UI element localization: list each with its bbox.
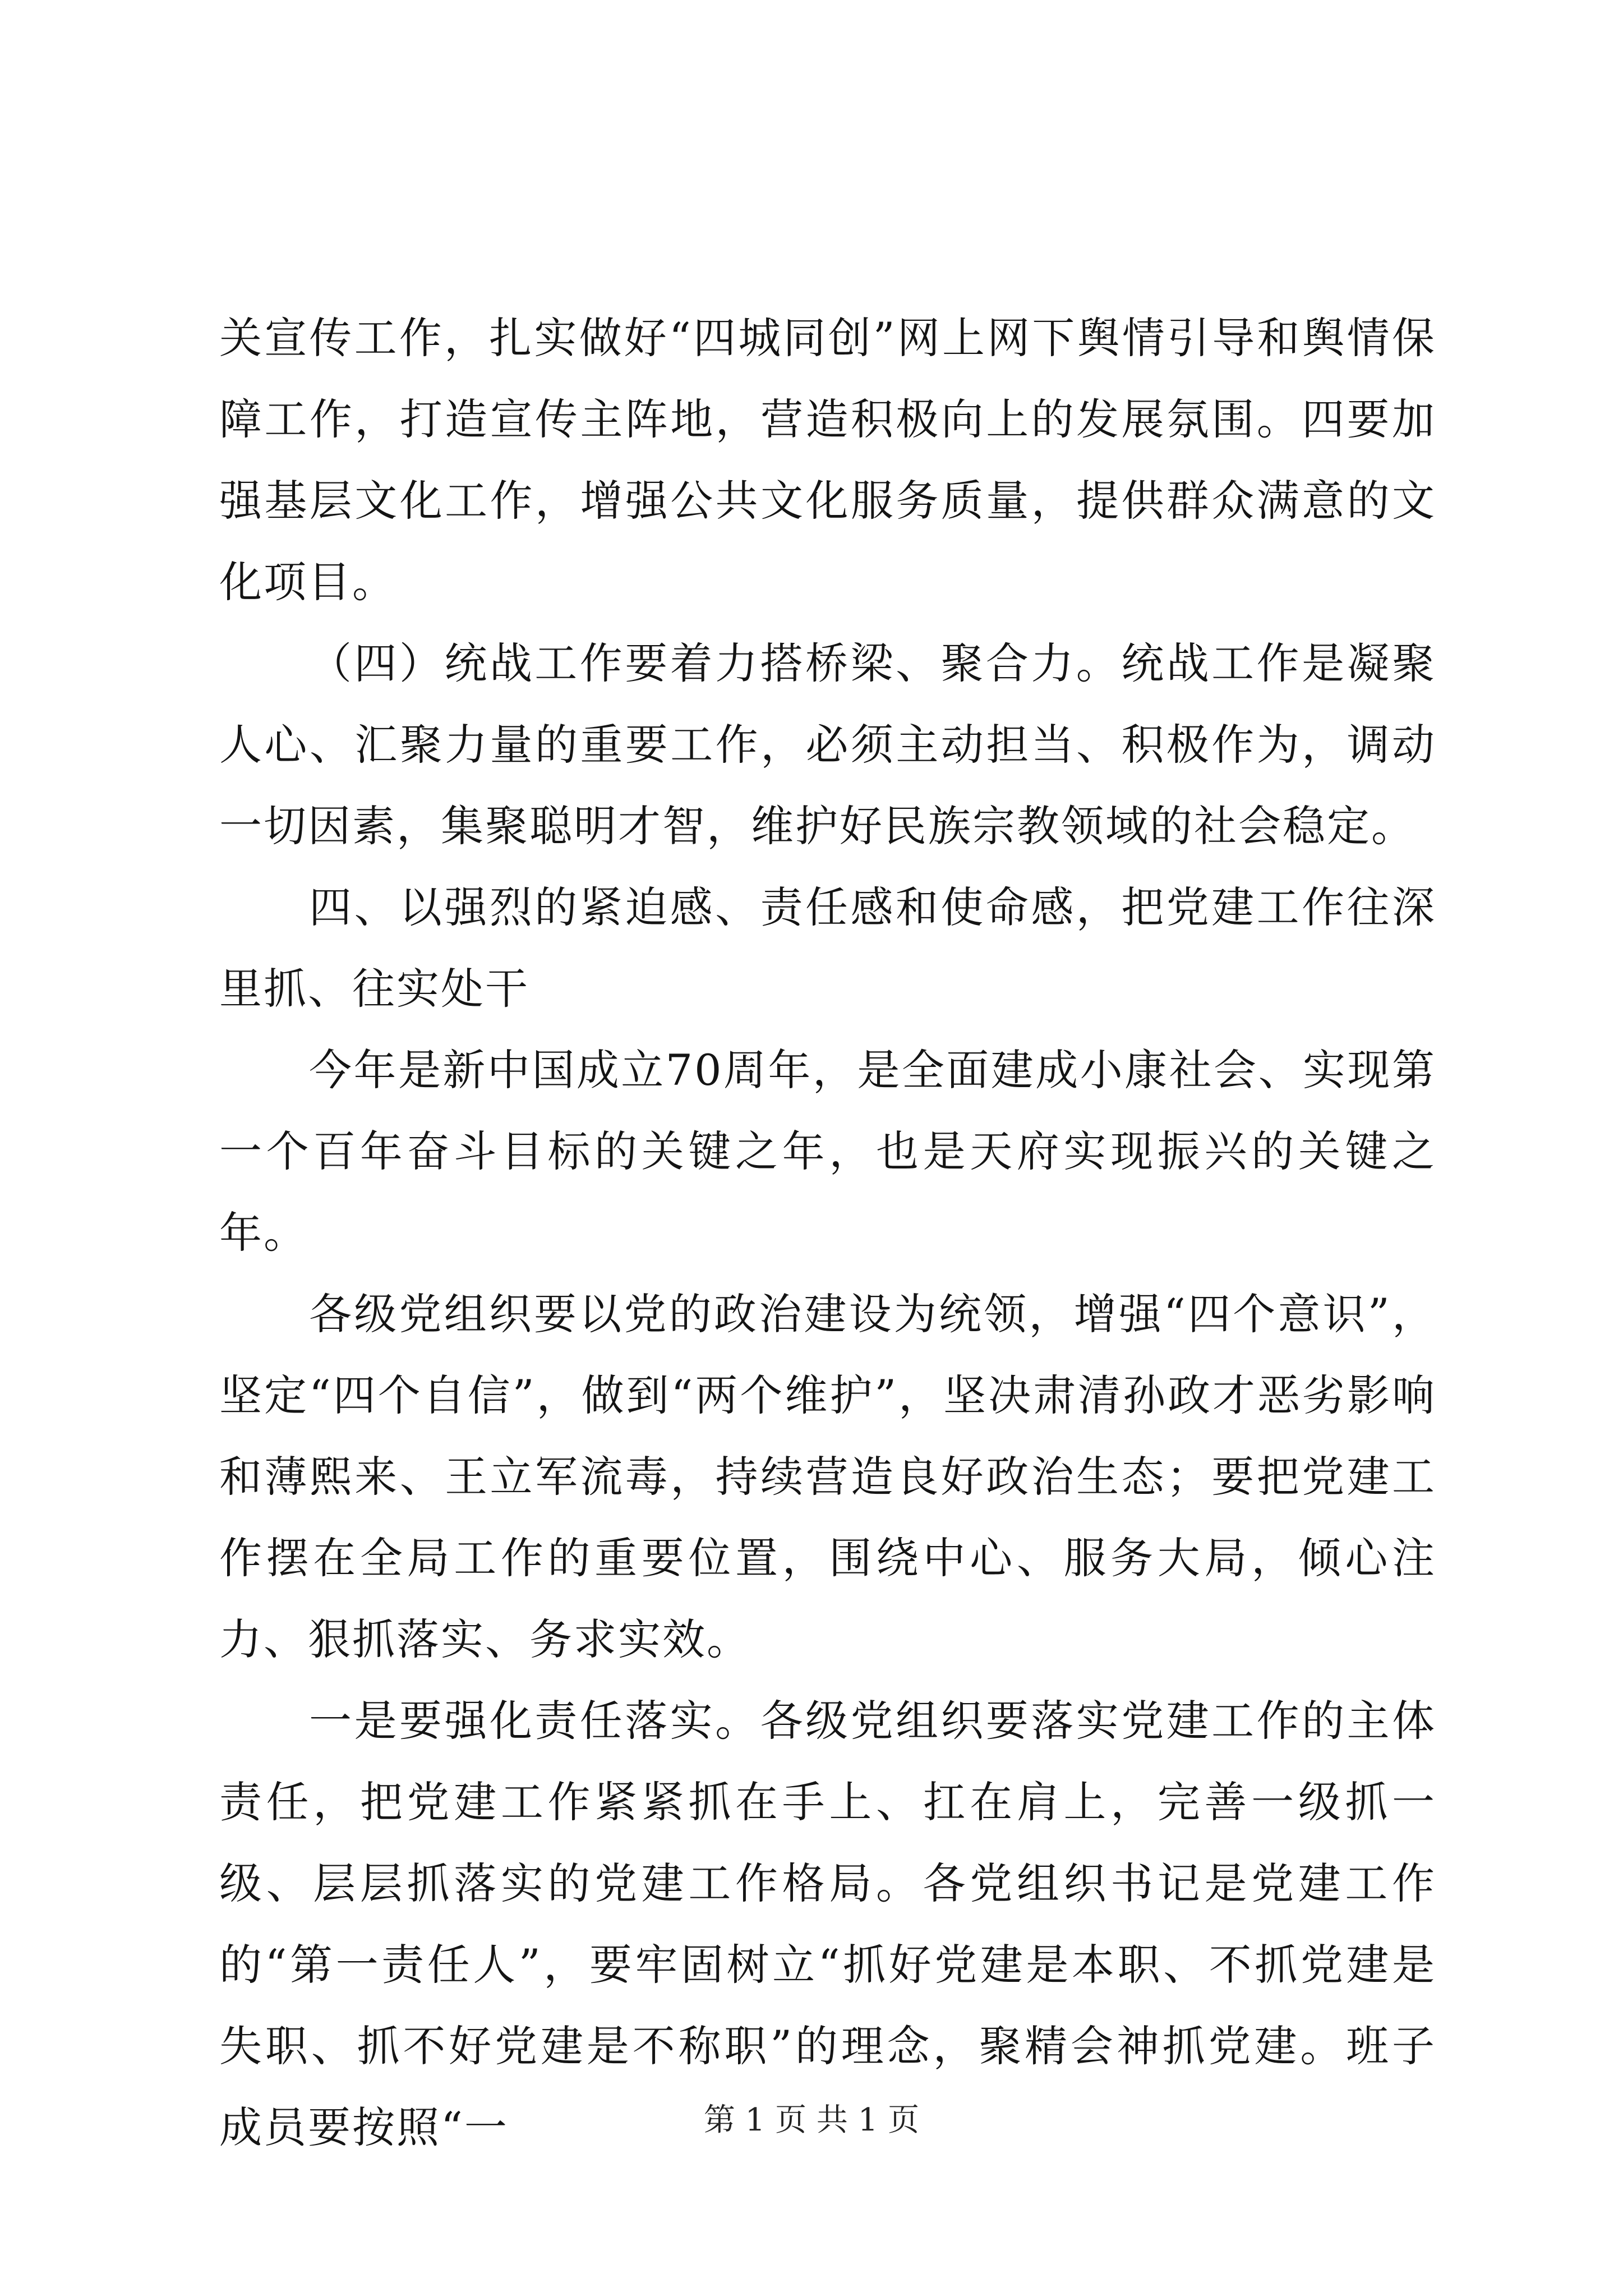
paragraph: （四）统战工作要着力搭桥梁、聚合力。统战工作是凝聚人心、汇聚力量的重要工作，必须主动担当、积极作为，调动一切因素，集聚聪明才智，维护好民族宗教领域的社会稳定。 (219, 638, 1436, 851)
paragraph: 关宣传工作，扎实做好“四城同创”网上网下舆情引导和舆情保障工作，打造宣传主阵地，营造积极向上的发展氛围。四要加强基层文化工作，增强公共文化服务质量，提供群众满意的文化项目。 (219, 313, 1436, 607)
document-body (219, 297, 1436, 2168)
paragraph: 一是要强化责任落实。各级党组织要落实党建工作的主体责任，把党建工作紧紧抓在手上、扛在肩上，完善一级抓一级、层层抓落实的党建工作格局。各党组织书记是党建工作的“第一责任人”，要牢固树立“抓好党建是本职、不抓党建是失职、抓不好党建是不称职”的理念，聚精会神抓党建。班子成员要按照“一 (219, 1696, 1436, 2152)
paragraph: 各级党组织要以党的政治建设为统领，增强“四个意识”，坚定“四个自信”，做到“两个维护”，坚决肃清孙政才恶劣影响和薄熙来、王立军流毒，持续营造良好政治生态；要把党建工作摆在全局工作的重要位置，围绕中心、服务大局，倾心注力、狠抓落实、务求实效。 (219, 1289, 1436, 1664)
paragraph: 今年是新中国成立70周年，是全面建成小康社会、实现第一个百年奋斗目标的关键之年，也是天府实现振兴的关键之年。 (219, 1045, 1436, 1258)
section-heading: 四、以强烈的紧迫感、责任感和使命感，把党建工作往深里抓、往实处干 (219, 882, 1436, 1014)
page-number-footer: 第 1 页 共 1 页 (703, 2102, 920, 2138)
